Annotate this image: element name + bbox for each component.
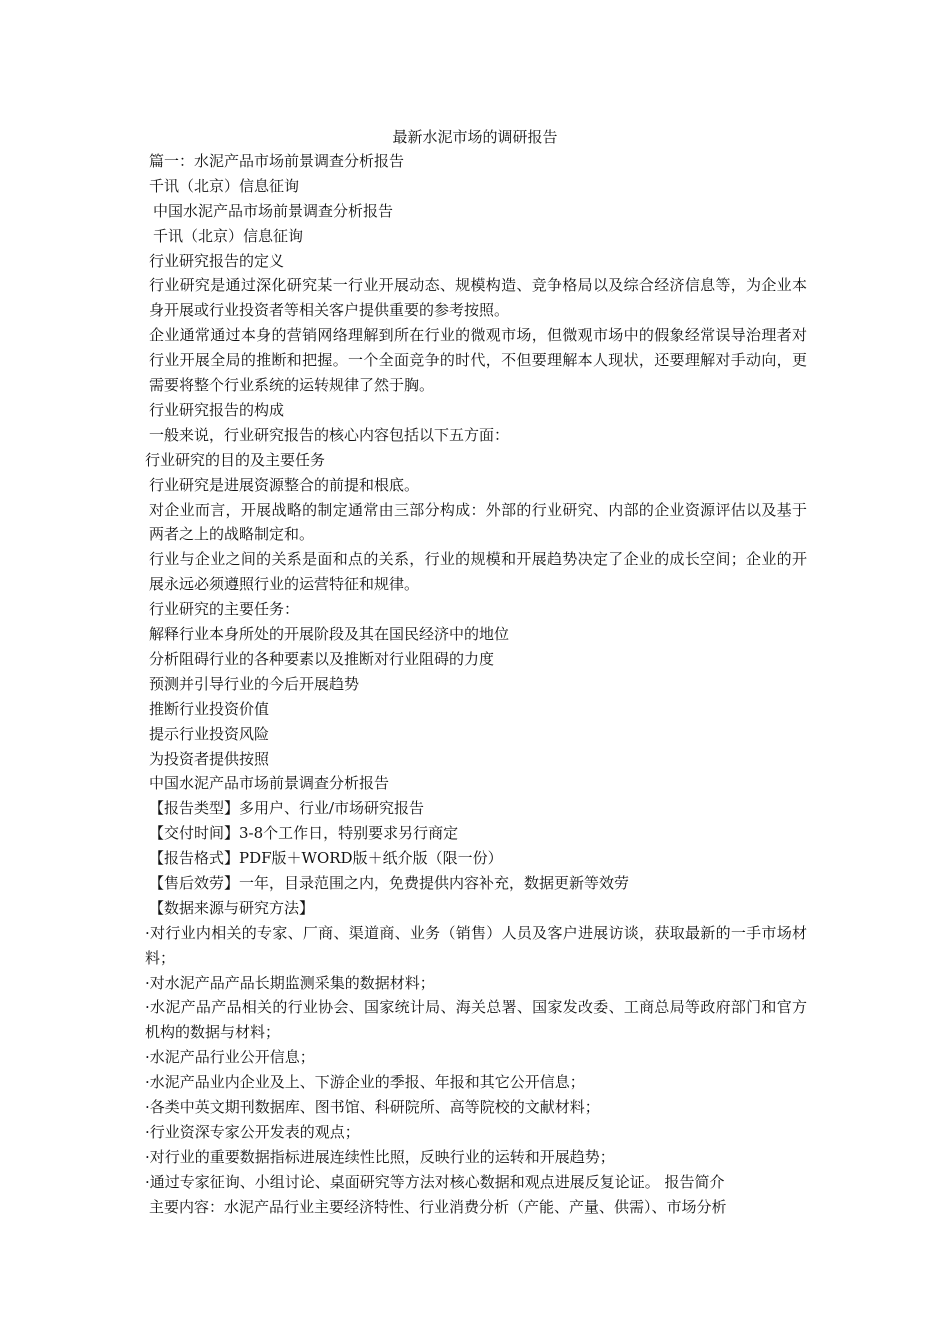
- paragraph: 对企业而言，开展战略的制定通常由三部分构成：外部的行业研究、内部的企业资源评估以及基于两者之上的战略制定和。: [149, 500, 807, 544]
- report-info-delivery: 【交付时间】3-8个工作日，特别要求另行商定: [149, 824, 459, 843]
- source-item: ·对行业内相关的专家、厂商、渠道商、业务（销售）人员及客户进展访谈，获取最新的一手市场材料；: [145, 923, 807, 967]
- list-item: 为投资者提供按照: [149, 749, 270, 768]
- report-title-line: 中国水泥产品市场前景调查分析报告: [149, 774, 390, 793]
- paragraph-line: 篇一：水泥产品市场前景调查分析报告: [149, 152, 405, 170]
- source-item: ·行业资深专家公开发表的观点；: [145, 1122, 360, 1141]
- paragraph-line: 千讯（北京）信息征询: [149, 176, 300, 195]
- section-heading: 行业研究报告的定义: [149, 251, 285, 270]
- source-item: ·水泥产品业内企业及上、下游企业的季报、年报和其它公开信息；: [145, 1073, 585, 1092]
- section-heading: 行业研究的目的及主要任务: [145, 450, 326, 469]
- report-info-service: 【售后效劳】一年，目录范围之内，免费提供内容补充，数据更新等效劳: [149, 873, 630, 892]
- list-item: 分析阻碍行业的各种要素以及推断对行业阻碍的力度: [149, 649, 495, 668]
- section-heading: 行业研究报告的构成: [149, 400, 285, 419]
- paragraph-line: 一般来说，行业研究报告的核心内容包括以下五方面：: [149, 425, 510, 444]
- source-item: ·对行业的重要数据指标进展连续性比照，反映行业的运转和开展趋势；: [145, 1147, 615, 1166]
- paragraph-line: 中国水泥产品市场前景调查分析报告: [153, 201, 394, 220]
- source-item: ·通过专家征询、小组讨论、桌面研究等方法对核心数据和观点进展反复论证。 报告简介: [145, 1172, 725, 1191]
- paragraph-line: 千讯（北京）信息征询: [153, 226, 304, 245]
- source-item: ·对水泥产品产品长期监测采集的数据材料；: [145, 973, 435, 992]
- paragraph: 企业通常通过本身的营销网络理解到所在行业的微观市场，但微观市场中的假象经常误导治理者对行业开展全局的推断和把握。一个全面竞争的时代，不但要理解本人现状，还要理解对手动向，更需要将整个行业系统的运转规律了然于胸。: [149, 326, 807, 395]
- source-item: ·水泥产品行业公开信息；: [145, 1048, 315, 1067]
- list-item: 预测并引导行业的今后开展趋势: [149, 674, 360, 693]
- paragraph-line: 行业研究是进展资源整合的前提和根底。: [149, 475, 420, 494]
- list-item: 解释行业本身所处的开展阶段及其在国民经济中的地位: [149, 625, 510, 644]
- section-heading: 行业研究的主要任务：: [149, 600, 300, 619]
- document-body: [145, 149, 807, 1220]
- list-item: 提示行业投资风险: [149, 724, 270, 743]
- report-info-type: 【报告类型】多用户、行业/市场研究报告: [149, 799, 425, 818]
- list-item: 推断行业投资价值: [149, 699, 270, 718]
- report-info-format: 【报告格式】PDF版＋WORD版＋纸介版（限一份）: [149, 849, 503, 868]
- paragraph: 行业研究是通过深化研究某一行业开展动态、规模构造、竞争格局以及综合经济信息等，为企业本身开展或行业投资者等相关客户提供重要的参考按照。: [149, 276, 807, 320]
- document-title: 最新水泥市场的调研报告: [392, 128, 558, 146]
- paragraph: 行业与企业之间的关系是面和点的关系，行业的规模和开展趋势决定了企业的成长空间；企业的开展永远必须遵照行业的运营特征和规律。: [149, 550, 807, 594]
- report-info-sources: 【数据来源与研究方法】: [149, 898, 315, 917]
- paragraph-line: 主要内容：水泥产品行业主要经济特性、行业消费分析（产能、产量、供需）、市场分析: [149, 1197, 727, 1216]
- source-item: ·各类中英文期刊数据库、图书馆、科研院所、高等院校的文献材料；: [145, 1098, 600, 1117]
- source-item: ·水泥产品产品相关的行业协会、国家统计局、海关总署、国家发改委、工商总局等政府部门和官方机构的数据与材料；: [145, 998, 807, 1042]
